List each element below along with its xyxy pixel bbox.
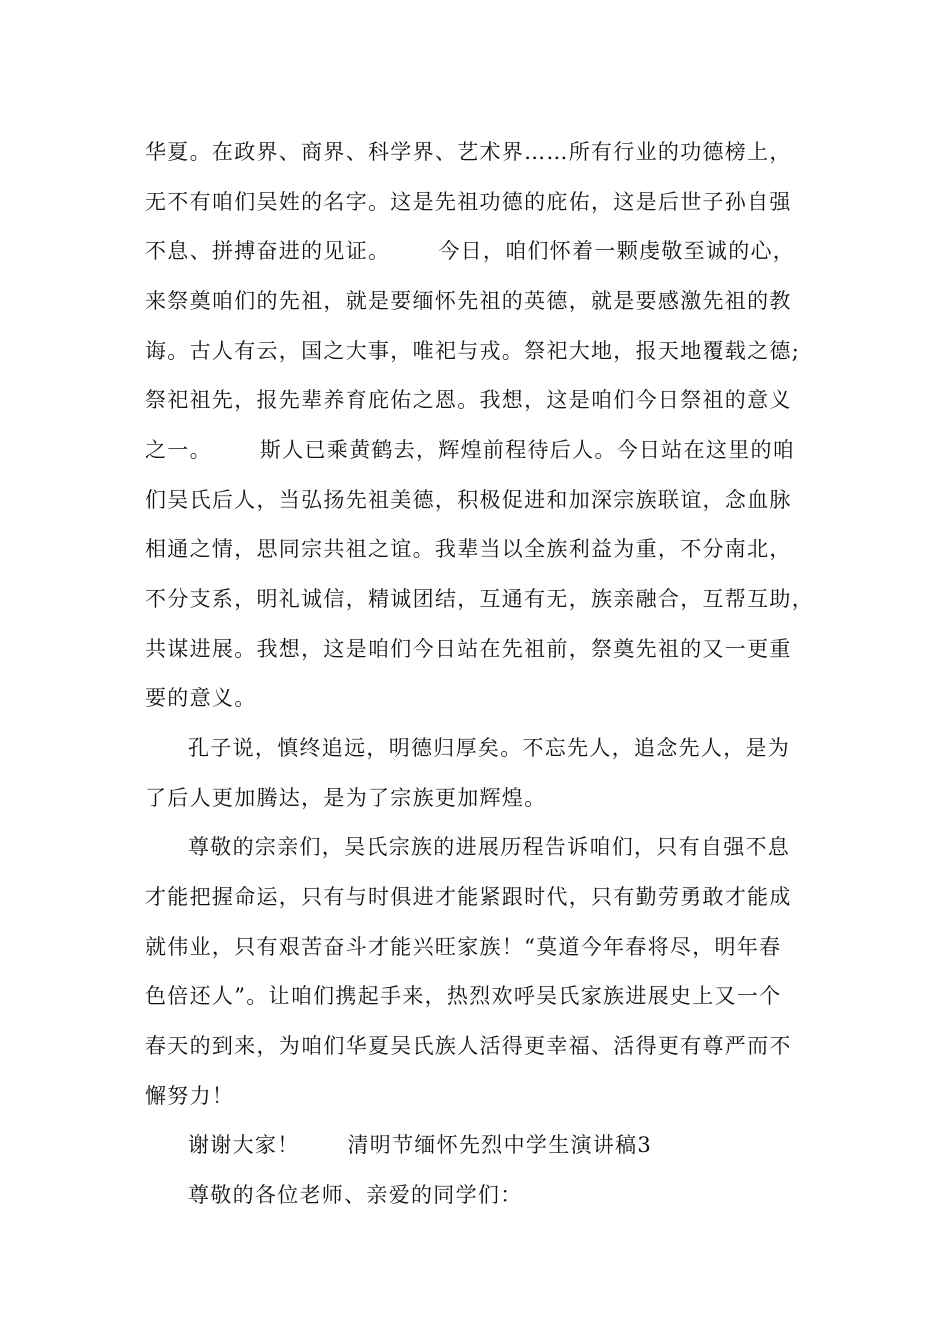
text-segment: 之一。 <box>145 438 212 462</box>
text-segment: 就伟业，只有艰苦奋斗才能兴旺家族！“莫道今年春将尽，明年春 <box>145 935 782 959</box>
text-segment: 色倍还人”。让咱们携起手来，热烈欢呼吴氏家族进展史上又一个 <box>145 984 782 1008</box>
text-line <box>145 236 795 266</box>
text-segment: 共谋进展。我想，这是咱们今日站在先祖前，祭奠先祖的又一更重 <box>145 637 792 661</box>
text-segment: 今日，咱们怀着一颗虔敬至诚的心， <box>438 239 796 263</box>
text-segment: 尊敬的宗亲们，吴氏宗族的进展历程告诉咱们，只有自强不息 <box>188 835 791 859</box>
text-line <box>145 485 792 515</box>
text-segment: 懈努力！ <box>145 1084 235 1108</box>
paragraph-first-line <box>188 832 790 862</box>
text-segment: 了后人更加腾达，是为了宗族更加辉煌。 <box>145 786 547 810</box>
text-segment: 要的意义。 <box>145 686 257 710</box>
text-segment: 相通之情，思同宗共祖之谊。我辈当以全族利益为重，不分南北， <box>145 537 792 561</box>
salutation <box>188 1180 523 1210</box>
text-segment: 才能把握命运，只有与时俱进才能紧跟时代，只有勤劳勇敢才能成 <box>145 885 792 909</box>
text-segment: 诲。古人有云，国之大事，唯祀与戎。祭祀大地，报天地覆载之德; <box>145 339 801 363</box>
text-line <box>145 981 781 1011</box>
text-segment: 华夏。在政界、商界、科学界、艺术界……所有行业的功德榜上， <box>145 140 792 164</box>
text-segment: 春天的到来，为咱们华夏吴氏族人活得更幸福、活得更有尊严而不 <box>145 1034 792 1058</box>
text-line <box>145 584 814 614</box>
text-line <box>145 534 792 564</box>
text-line <box>145 286 792 316</box>
text-segment: 斯人已乘黄鹤去，辉煌前程待后人。今日站在这里的咱 <box>259 438 796 462</box>
text-line <box>145 882 792 912</box>
text-segment: 来祭奠咱们的先祖，就是要缅怀先祖的英德，就是要感激先祖的教 <box>145 289 792 313</box>
text-line <box>145 336 800 366</box>
text-segment: 谢谢大家！ <box>188 1133 300 1157</box>
text-segment: 尊敬的各位老师、亲爱的同学们： <box>188 1183 523 1207</box>
speech-title: 清明节缅怀先烈中学生演讲稿3 <box>347 1133 653 1157</box>
paragraph-first-line <box>188 733 790 763</box>
text-line <box>145 137 792 167</box>
text-segment: 们吴氏后人，当弘扬先祖美德，积极促进和加深宗族联谊，念血脉 <box>145 488 792 512</box>
text-segment: 不分支系，明礼诚信，精诚团结，互通有无，族亲融合，互帮互助， <box>145 587 814 611</box>
text-line <box>145 683 257 713</box>
text-line <box>145 932 781 962</box>
text-line <box>145 1081 234 1111</box>
text-line <box>145 385 792 415</box>
text-segment: 无不有咱们吴姓的名字。这是先祖功德的庇佑，这是后世子孙自强 <box>145 190 792 214</box>
text-line <box>145 634 792 664</box>
text-segment: 不息、拼搏奋进的见证。 <box>145 239 391 263</box>
text-segment: 孔子说，慎终追远，明德归厚矣。不忘先人，追念先人，是为 <box>188 736 791 760</box>
text-segment: 祭祀祖先，报先辈养育庇佑之恩。我想，这是咱们今日祭祖的意义 <box>145 388 792 412</box>
paragraph-first-line <box>188 1130 652 1160</box>
text-line <box>145 783 546 813</box>
text-line <box>145 187 792 217</box>
text-line <box>145 1031 792 1061</box>
text-line <box>145 435 795 465</box>
